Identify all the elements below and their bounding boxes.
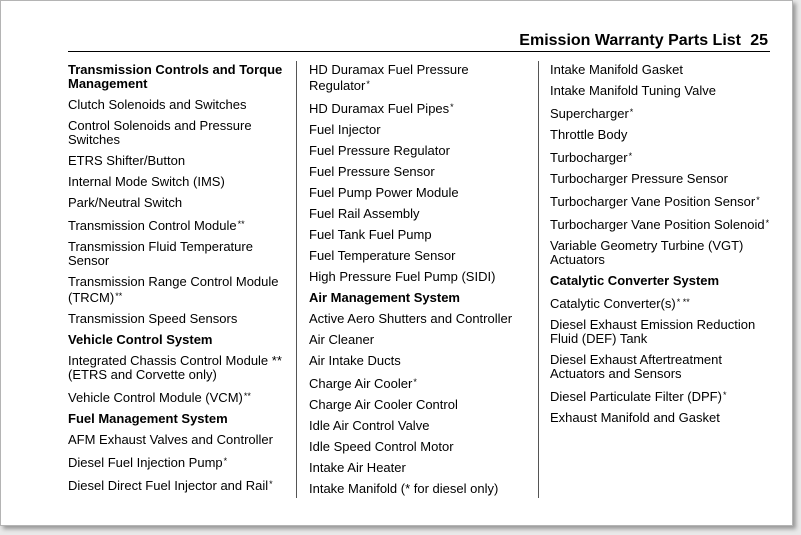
column-divider [296, 61, 297, 498]
item-text: Transmission Control Module [68, 218, 237, 233]
item-text: Fuel Injector [309, 122, 381, 137]
item-text: Diesel Exhaust Aftertreatment Actuators and Sensors [550, 352, 722, 381]
item-text: Transmission Speed Sensors [68, 311, 238, 326]
item-text: Diesel Fuel Injection Pump [68, 455, 223, 470]
item-text: Fuel Temperature Sensor [309, 248, 456, 263]
item-text: Catalytic Converter System [550, 273, 720, 288]
item-text: Intake Manifold Gasket [550, 62, 683, 77]
item-text: Diesel Exhaust Emission Reduction Fluid (DEF) Tank [550, 317, 756, 346]
asterisk-mark: ** [237, 219, 245, 229]
page-number: 25 [750, 32, 768, 49]
item-text: Fuel Rail Assembly [309, 206, 420, 221]
asterisk-mark: * [628, 151, 633, 161]
item-text: Transmission Range Control Module (TRCM) [68, 274, 279, 305]
item-text: Fuel Management System [68, 411, 228, 426]
part-item [309, 63, 531, 93]
item-text: Fuel Tank Fuel Pump [309, 227, 432, 242]
item-text: AFM Exhaust Valves and Controller [68, 432, 273, 447]
item-text: Vehicle Control Module (VCM) [68, 390, 243, 405]
part-item [309, 207, 531, 221]
item-text: Diesel Particulate Filter (DPF) [550, 389, 722, 404]
item-text: Exhaust Manifold and Gasket [550, 410, 720, 425]
part-item [309, 144, 531, 158]
header-rule [68, 51, 770, 52]
item-text: Turbocharger Vane Position Sensor [550, 194, 756, 209]
part-item [309, 270, 531, 284]
part-item [309, 165, 531, 179]
parts-column-3 [550, 56, 772, 425]
section-heading [68, 412, 290, 426]
part-item [550, 63, 772, 77]
item-text: Diesel Direct Fuel Injector and Rail [68, 478, 269, 493]
part-item [550, 149, 772, 165]
page-title: Emission Warranty Parts List [519, 32, 741, 49]
item-text: HD Duramax Fuel Pressure Regulator [309, 62, 469, 93]
item-text: Active Aero Shutters and Controller [309, 311, 513, 326]
item-text: High Pressure Fuel Pump (SIDI) [309, 269, 496, 284]
asterisk-mark: * [722, 390, 727, 400]
part-item [68, 477, 290, 493]
part-item [68, 312, 290, 326]
part-item [550, 411, 772, 425]
item-text: Transmission Fluid Temperature Sensor [68, 239, 253, 268]
part-item [309, 440, 531, 454]
asterisk-mark: * [223, 456, 228, 466]
part-item [68, 119, 290, 147]
part-item [550, 105, 772, 121]
item-text: Park/Neutral Switch [68, 195, 183, 210]
part-item [309, 354, 531, 368]
part-item [68, 175, 290, 189]
part-item [309, 228, 531, 242]
item-text: Turbocharger Pressure Sensor [550, 171, 728, 186]
part-item [550, 128, 772, 142]
item-text: Idle Speed Control Motor [309, 439, 454, 454]
asterisk-mark: * [366, 79, 370, 89]
parts-column-1 [68, 56, 290, 493]
asterisk-mark: * [413, 377, 417, 387]
part-item [309, 312, 531, 326]
part-item [309, 419, 531, 433]
part-item [550, 318, 772, 346]
item-text: Internal Mode Switch (IMS) [68, 174, 225, 189]
item-text: Integrated Chassis Control Module ** (ETRS and Corvette only) [68, 353, 282, 382]
item-text: Vehicle Control System [68, 332, 213, 347]
item-text: Turbocharger Vane Position Solenoid [550, 217, 765, 232]
asterisk-mark: * [629, 107, 634, 117]
item-text: Catalytic Converter(s) [550, 296, 676, 311]
asterisk-mark: * ** [676, 297, 690, 307]
item-text: Fuel Pump Power Module [309, 185, 459, 200]
section-heading [68, 63, 290, 91]
item-text: HD Duramax Fuel Pipes [309, 101, 450, 116]
part-item [550, 84, 772, 98]
part-item [550, 353, 772, 381]
part-item [550, 239, 772, 267]
part-item [550, 295, 772, 311]
part-item [309, 123, 531, 137]
asterisk-mark: ** [243, 391, 251, 401]
parts-column-2 [309, 56, 531, 496]
part-item [309, 186, 531, 200]
item-text: Idle Air Control Valve [309, 418, 430, 433]
asterisk-mark: * [269, 479, 273, 489]
part-item [550, 172, 772, 186]
part-item [309, 249, 531, 263]
part-item [68, 98, 290, 112]
section-heading [68, 333, 290, 347]
asterisk-mark: * [756, 195, 760, 205]
item-text: Transmission Controls and Torque Management [68, 62, 283, 91]
asterisk-mark: * [765, 218, 770, 228]
part-item [68, 240, 290, 268]
part-item [68, 433, 290, 447]
part-item [309, 398, 531, 412]
item-text: Control Solenoids and Pressure Switches [68, 118, 252, 147]
part-item [68, 217, 290, 233]
item-text: Variable Geometry Turbine (VGT) Actuators [550, 238, 744, 267]
part-item [309, 100, 531, 116]
part-item [309, 482, 531, 496]
item-text: Turbocharger [550, 150, 628, 165]
part-item [550, 388, 772, 404]
item-text: Fuel Pressure Regulator [309, 143, 450, 158]
item-text: Air Management System [309, 290, 460, 305]
item-text: Charge Air Cooler [309, 376, 413, 391]
part-item [68, 354, 290, 382]
part-item [68, 196, 290, 210]
section-heading [550, 274, 772, 288]
part-item [68, 389, 290, 405]
asterisk-mark: * [450, 102, 454, 112]
item-text: Fuel Pressure Sensor [309, 164, 435, 179]
section-heading [309, 291, 531, 305]
part-item [550, 216, 772, 232]
part-item [309, 375, 531, 391]
item-text: Air Cleaner [309, 332, 375, 347]
item-text: ETRS Shifter/Button [68, 153, 186, 168]
item-text: Throttle Body [550, 127, 628, 142]
part-item [68, 275, 290, 305]
item-text: Intake Manifold Tuning Valve [550, 83, 716, 98]
part-item [68, 154, 290, 168]
item-text: Intake Air Heater [309, 460, 406, 475]
column-divider [538, 61, 539, 498]
item-text: Clutch Solenoids and Switches [68, 97, 247, 112]
item-text: Charge Air Cooler Control [309, 397, 458, 412]
part-item [309, 461, 531, 475]
part-item [550, 193, 772, 209]
part-item [309, 333, 531, 347]
part-item [68, 454, 290, 470]
asterisk-mark: ** [115, 291, 123, 301]
item-text: Supercharger [550, 106, 629, 121]
item-text: Air Intake Ducts [309, 353, 401, 368]
item-text: Intake Manifold (* for diesel only) [309, 481, 499, 496]
